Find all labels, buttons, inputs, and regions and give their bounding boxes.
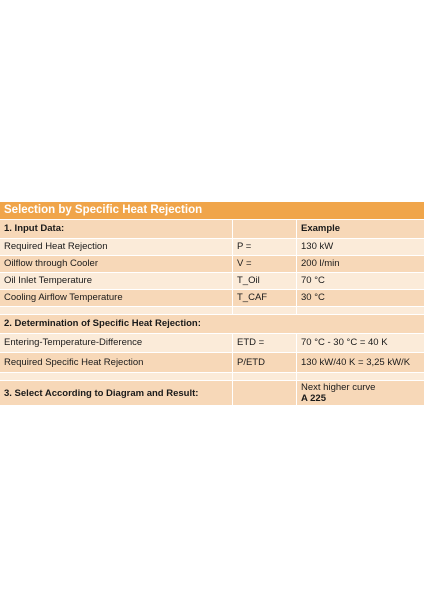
section1-heading-row [0,219,424,238]
row-label: Cooling Airflow Temperature [0,290,232,306]
table-row [0,333,424,352]
row-label: Oil Inlet Temperature [0,273,232,289]
heat-rejection-table [0,202,424,405]
row-symbol: P/ETD [232,353,296,372]
section2-heading: 2. Determination of Specific Heat Rejection: [0,315,424,333]
row-value: 130 kW/40 K = 3,25 kW/K [296,353,424,372]
row-symbol: P = [232,239,296,255]
row-symbol: V = [232,256,296,272]
row-label: Entering-Temperature-Difference [0,334,232,352]
row-symbol: T_CAF [232,290,296,306]
row-symbol: T_Oil [232,273,296,289]
result-line2: A 225 [301,393,326,404]
spacer-row [0,372,424,380]
row-value: 70 °C [296,273,424,289]
table-title: Selection by Specific Heat Rejection [0,202,424,219]
spacer-row [0,306,424,314]
example-column-header: Example [296,220,424,238]
table-row [0,272,424,289]
section3-heading: 3. Select According to Diagram and Result: [4,387,199,399]
row-value: 30 °C [296,290,424,306]
row-symbol: ETD = [232,334,296,352]
row-value: 130 kW [296,239,424,255]
table-row [0,255,424,272]
result-cell [296,381,424,405]
row-label: Required Heat Rejection [0,239,232,255]
table-row [0,289,424,306]
row-value: 70 °C - 30 °C = 40 K [296,334,424,352]
empty-cell [232,381,296,405]
row-value: 200 l/min [296,256,424,272]
table-row [0,238,424,255]
section1-heading: 1. Input Data: [0,220,232,238]
section2-heading-row [0,314,424,333]
section3-row [0,380,424,405]
row-label: Oilflow through Cooler [0,256,232,272]
empty-cell [232,220,296,238]
table-row [0,352,424,372]
result-line1: Next higher curve [301,382,376,393]
row-label: Required Specific Heat Rejection [0,353,232,372]
